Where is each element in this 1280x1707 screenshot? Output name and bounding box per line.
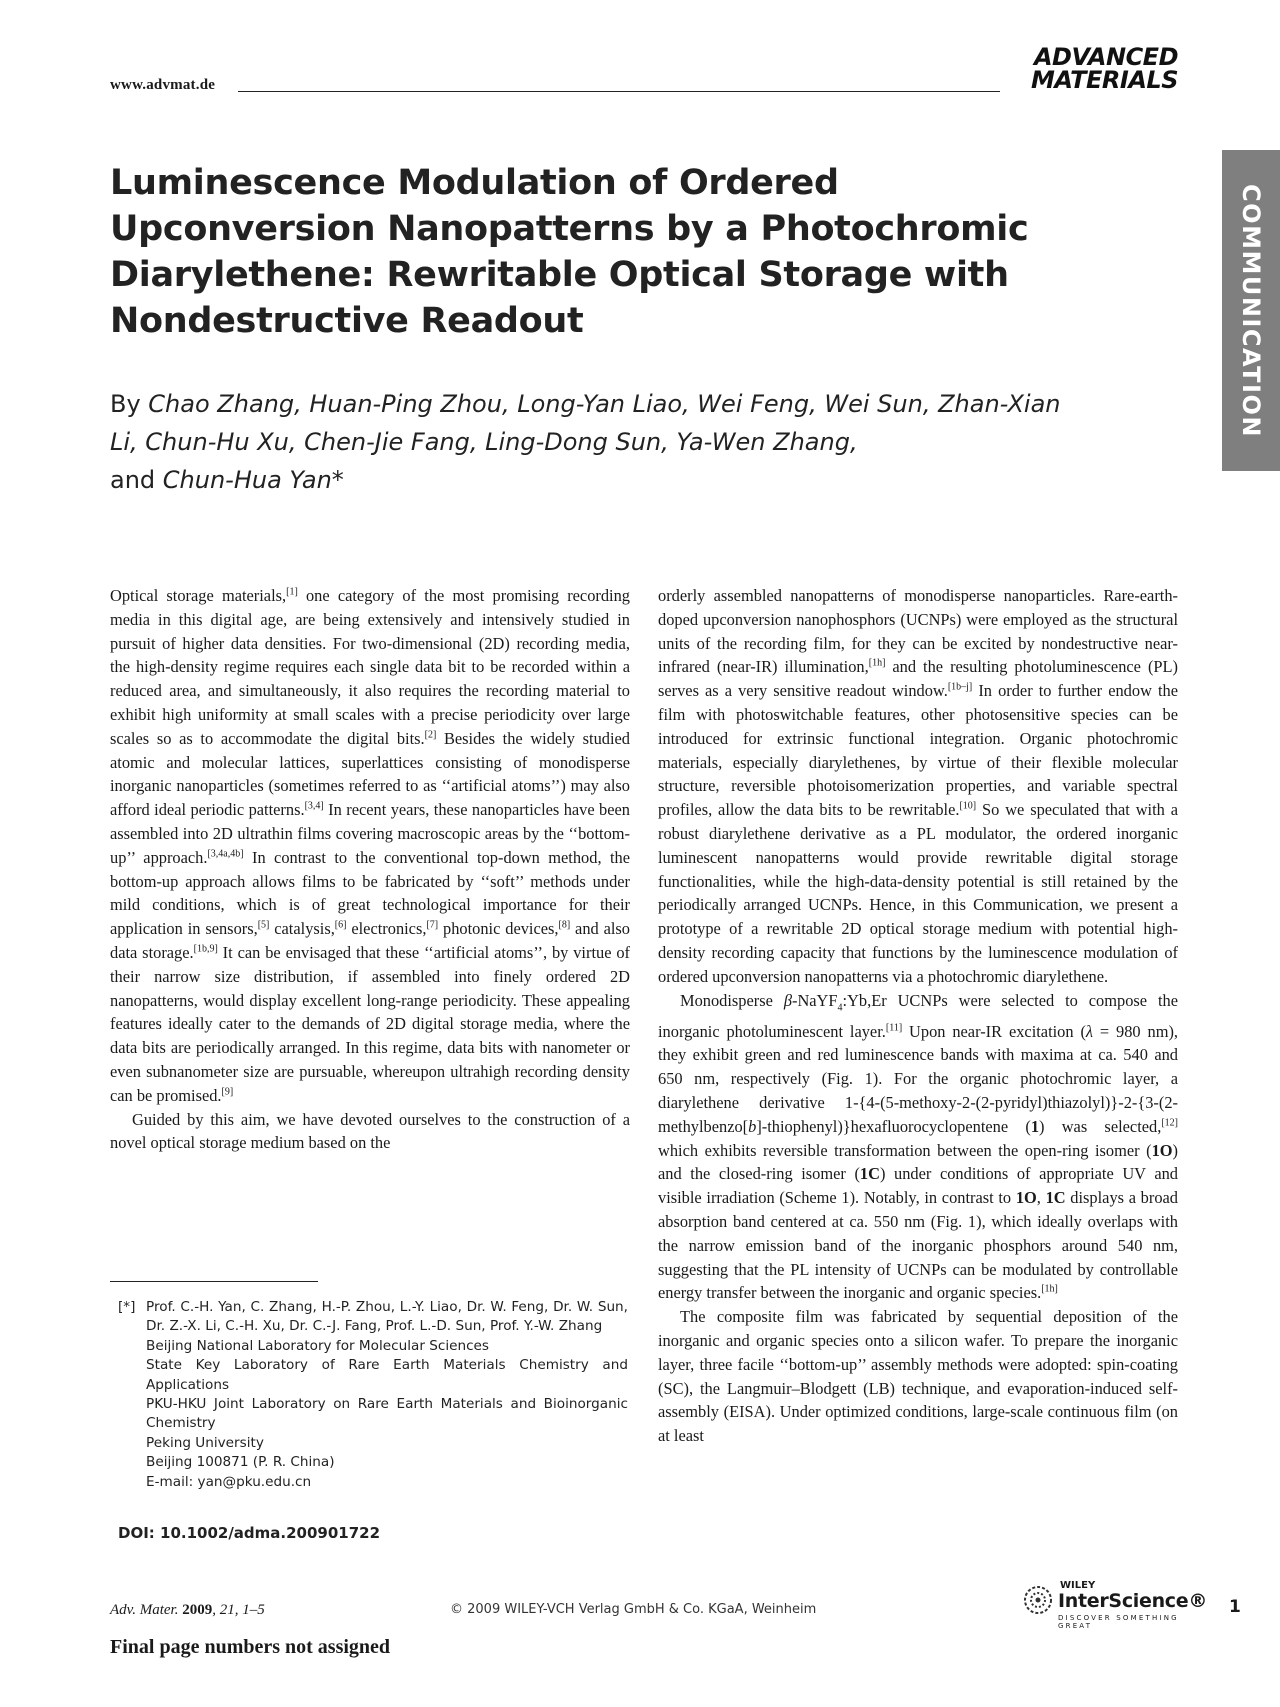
author-list: [110, 385, 1070, 499]
affiliation-line: PKU-HKU Joint Laboratory on Rare Earth Materials and Bioinorganic Chemistry: [146, 1396, 628, 1432]
corresponding-author: Chun-Hua Yan*: [162, 466, 344, 494]
header-rule: [238, 91, 1000, 92]
body-column-left: [110, 584, 630, 1155]
affiliation-line: Prof. C.-H. Yan, C. Zhang, H.-P. Zhou, L.-Y. Liao, Dr. W. Feng, Dr. W. Sun, Dr. Z.-X. Li, C.-H. Xu, Dr. C.-J. Fang, Prof. L.-D. Sun, Prof. Y.-W. Zhang: [146, 1299, 628, 1335]
journal-abbrev: Adv. Mater.: [110, 1602, 183, 1618]
affiliation-footnote: [118, 1298, 628, 1492]
journal-url[interactable]: www.advmat.de: [110, 77, 216, 93]
footnote-rule: [110, 1281, 318, 1282]
and-label: and: [110, 466, 163, 494]
brand-line-2: MATERIALS: [1031, 66, 1178, 94]
doi-link[interactable]: DOI: 10.1002/adma.200901722: [118, 1524, 381, 1542]
affiliation-line: Beijing 100871 (P. R. China): [146, 1454, 335, 1471]
journal-volume: , 21, 1–5: [212, 1602, 265, 1618]
paragraph: The composite film was fabricated by sequential deposition of the inorganic and organic species onto a silicon wafer. To prepare the inorganic layer, three facile ‘‘bottom-up’’ assembly methods were adopted: spin-coating (SC), the Langmuir–Blodgett (LB) technique, and evaporation-induced self-assembly (EISA). Under optimized conditions, large-scale continuous film (on at least: [658, 1307, 1178, 1446]
brand-line-1: ADVANCED: [1033, 43, 1178, 71]
section-tab-label: COMMUNICATION: [1237, 183, 1265, 438]
body-column-right: [658, 584, 1178, 1448]
article-title: Luminescence Modulation of Ordered Upconversion Nanopatterns by a Photochromic Diarylethene: Rewritable Optical Storage with Nondestructive Readout: [110, 163, 1029, 341]
journal-year: 2009: [182, 1602, 213, 1618]
affiliation-line: Peking University: [146, 1434, 264, 1451]
affiliation-line: State Key Laboratory of Rare Earth Materials Chemistry and Applications: [146, 1357, 628, 1393]
paragraph: Optical storage materials,[1] one category of the most promising recording media in this digital age, are being extensively and intensively studied in pursuit of higher data densities. For two-dimensional (2D) recording media, the high-density regime requires each single data bit to be recorded within a reduced area, and simultaneously, it also requires the recording material to exhibit high uniformity at small scales with a precise periodicity over large scales so as to accommodate the digital bits.[2] Besides the widely studied atomic and molecular lattices, superlattices consisting of monodisperse inorganic nanoparticles (sometimes referred to as ‘‘artificial atoms’’) may also afford ideal periodic patterns.[3,4] In recent years, these nanoparticles have been assembled into 2D ultrathin films covering macroscopic areas by the ‘‘bottom-up’’ approach.[3,4a,4b] In contrast to the conventional top-down method, the bottom-up approach allows films to be fabricated by ‘‘soft’’ methods under mild conditions, which is of great technological importance for their application in sensors,[5] catalysis,[6] electronics,[7] photonic devices,[8] and also data storage.[1b,9] It can be envisaged that these ‘‘artificial atoms’’, by virtue of their narrow size distribution, if assembled into finely ordered 2D nanopatterns, would display excellent long-range periodicity. These appealing features ideally cater to the demands of 2D digital storage media, where the data bits are periodically arranged. In this regime, data bits with nanometer or even subnanometer size are pursuable, whereupon ultrahigh recording density can be promised.[9]: [110, 586, 631, 1105]
paragraph: orderly assembled nanopatterns of monodisperse nanoparticles. Rare-earth-doped upconversion nanophosphors (UCNPs) were employed as the structural units of the recording film, for they can be excited by nondestructive near-infrared (near-IR) illumination,[1h] and the resulting photoluminescence (PL) serves as a very sensitive readout window.[1b–j] In order to further endow the film with photoswitchable features, other photosensitive species can be introduced for extrinsic functional integration. Organic photochromic materials, especially diarylethenes, by virtue of their flexible molecular structure, reversible photoisomerization properties, and variable spectral profiles, allow the data bits to be rewritable.[10] So we speculated that with a robust diarylethene derivative as a PL modulator, the ordered inorganic luminescent nanopatterns would provide rewritable digital storage functionalities, while the high-data-density potential is still retained by the periodically arranged UCNPs. Hence, in this Communication, we present a prototype of a rewritable 2D optical storage medium with potential high-density recording capacity that functions by the luminescence modulation of ordered upconversion nanopatterns via a photochromic diarylethene.: [658, 586, 1179, 986]
page-number: 1: [1229, 1597, 1241, 1617]
wiley-wordmark: WILEY: [1060, 1580, 1096, 1591]
by-label: By: [110, 390, 149, 418]
authors: Chao Zhang, Huan-Ping Zhou, Long-Yan Liao, Wei Feng, Wei Sun, Zhan-Xian Li, Chun-Hu Xu, Chen-Jie Fang, Ling-Dong Sun, Ya-Wen Zhang,: [110, 390, 1061, 456]
journal-citation: [110, 1602, 265, 1619]
footnote-mark: [*]: [118, 1299, 136, 1315]
interscience-wordmark: InterScience®: [1058, 1590, 1208, 1612]
section-tab: [1222, 150, 1280, 471]
globe-icon: [1022, 1584, 1054, 1616]
final-page-note: Final page numbers not assigned: [110, 1636, 391, 1658]
wiley-tagline: DISCOVER SOMETHING GREAT: [1058, 1614, 1179, 1630]
wiley-interscience-logo[interactable]: [1022, 1580, 1208, 1630]
paragraph: Guided by this aim, we have devoted ourselves to the construction of a novel optical storage medium based on the: [110, 1109, 630, 1153]
email-link[interactable]: E-mail: yan@pku.edu.cn: [146, 1473, 312, 1490]
journal-logo: [1006, 43, 1178, 94]
copyright: © 2009 WILEY-VCH Verlag GmbH & Co. KGaA, Weinheim: [450, 1602, 817, 1617]
paragraph: Monodisperse β-NaYF$_4$:Yb,Er UCNPs were selected to compose the inorganic photoluminescent layer.[11] Upon near-IR excitation (λ = 980 nm), they exhibit green and red luminescence bands with maxima at ca. 540 and 650 nm, respectively (Fig. 1). For the organic photochromic layer, a diarylethene derivative 1-{4-(5-methoxy-2-(2-pyridyl)thiazolyl)}-2-{3-(2-methylbenzo[b]-thiophenyl)}hexafluorocyclopentene (1) was selected,[12] which exhibits reversible transformation between the open-ring isomer (1O) and the closed-ring isomer (1C) under conditions of appropriate UV and visible irradiation (Scheme 1). Notably, in contrast to 1O, 1C displays a broad absorption band centered at ca. 550 nm (Fig. 1), which ideally overlaps with the narrow emission band of the inorganic phosphors around 540 nm, suggesting that the PL intensity of UCNPs can be modulated by controllable energy transfer between the inorganic and organic species.[1h]: [658, 990, 1179, 1303]
affiliation-line: Beijing National Laboratory for Molecular Sciences: [146, 1337, 490, 1354]
